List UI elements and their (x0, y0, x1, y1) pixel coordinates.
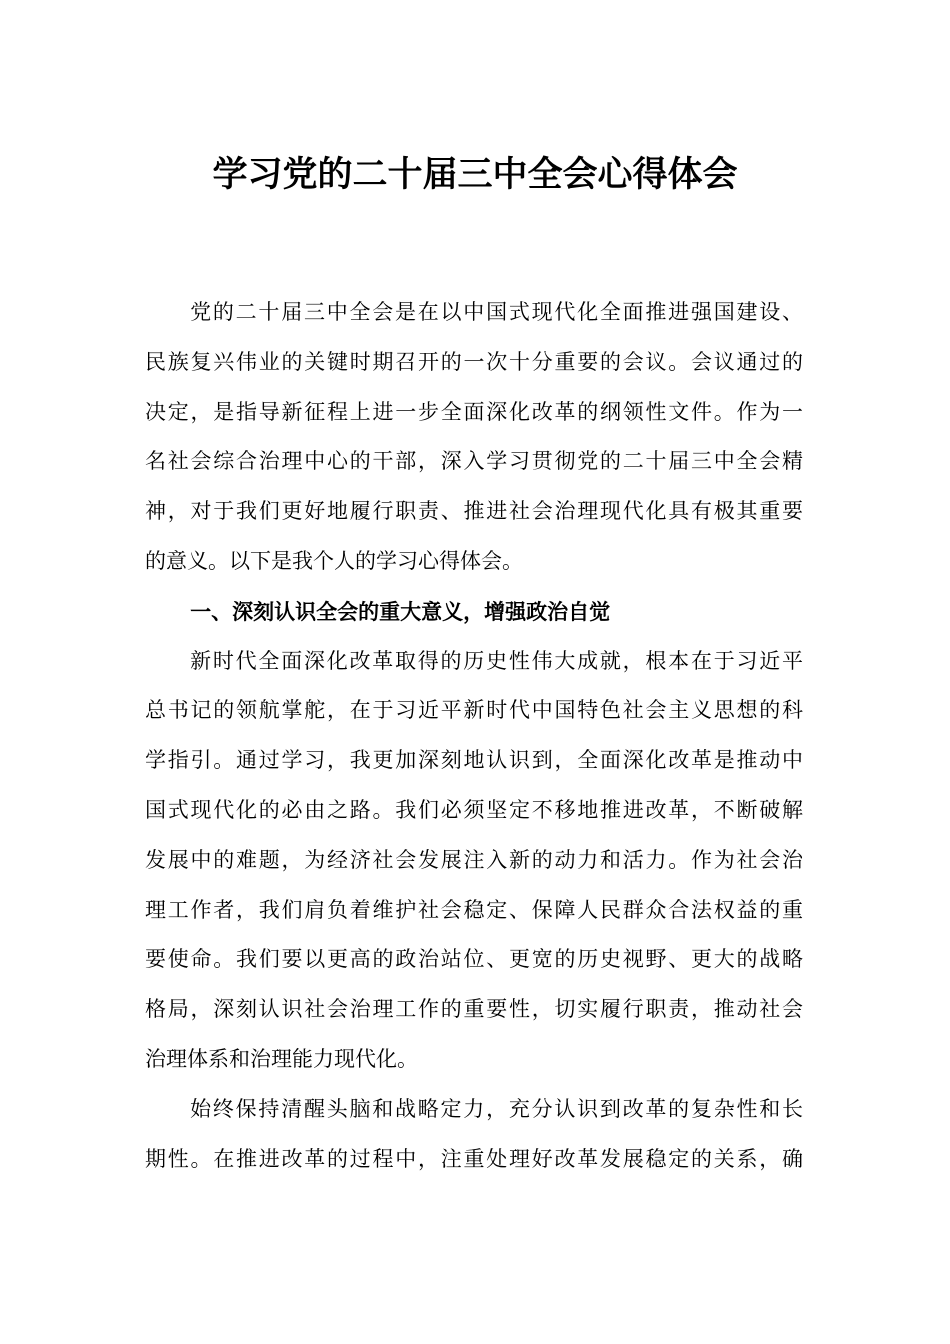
paragraph-line: 神，对于我们更好地履行职责、推进社会治理现代化具有极其重要 (145, 499, 803, 524)
paragraph-line: 治理体系和治理能力现代化。 (145, 1046, 418, 1071)
document-body (145, 288, 803, 1184)
paragraph-line: 党的二十届三中全会是在以中国式现代化全面推进强国建设、 (190, 300, 803, 324)
paragraph-line: 总书记的领航掌舵，在于习近平新时代中国特色社会主义思想的科 (145, 698, 803, 723)
paragraph-line: 民族复兴伟业的关键时期召开的一次十分重要的会议。会议通过的 (145, 349, 803, 374)
paragraph-line: 始终保持清醒头脑和战略定力，充分认识到改革的复杂性和长 (190, 1096, 803, 1121)
paragraph-line: 学指引。通过学习，我更加深刻地认识到，全面深化改革是推动中 (145, 748, 803, 773)
paragraph-2 (145, 637, 803, 1085)
paragraph-line: 发展中的难题，为经济社会发展注入新的动力和活力。作为社会治 (145, 847, 803, 872)
paragraph-3 (145, 1085, 803, 1185)
document-title: 学习党的二十届三中全会心得体会 (212, 154, 738, 195)
paragraph-line: 名社会综合治理中心的干部，深入学习贯彻党的二十届三中全会精 (145, 449, 803, 474)
paragraph-line: 国式现代化的必由之路。我们必须坚定不移地推进改革，不断破解 (145, 797, 803, 822)
paragraph-line: 格局，深刻认识社会治理工作的重要性，切实履行职责，推动社会 (145, 997, 803, 1022)
paragraph-line: 决定，是指导新征程上进一步全面深化改革的纲领性文件。作为一 (145, 399, 803, 424)
paragraph-line: 期性。在推进改革的过程中，注重处理好改革发展稳定的关系，确 (145, 1146, 803, 1171)
paragraph-line: 要使命。我们要以更高的政治站位、更宽的历史视野、更大的战略 (145, 947, 803, 972)
paragraph-line: 理工作者，我们肩负着维护社会稳定、保障人民群众合法权益的重 (145, 897, 803, 922)
paragraph-1 (145, 288, 803, 587)
paragraph-line: 的意义。以下是我个人的学习心得体会。 (145, 548, 523, 573)
section-heading-text: 一、深刻认识全会的重大意义，增强政治自觉 (190, 598, 611, 624)
section-heading-1 (145, 587, 803, 637)
paragraph-line: 新时代全面深化改革取得的历史性伟大成就，根本在于习近平 (190, 648, 803, 673)
